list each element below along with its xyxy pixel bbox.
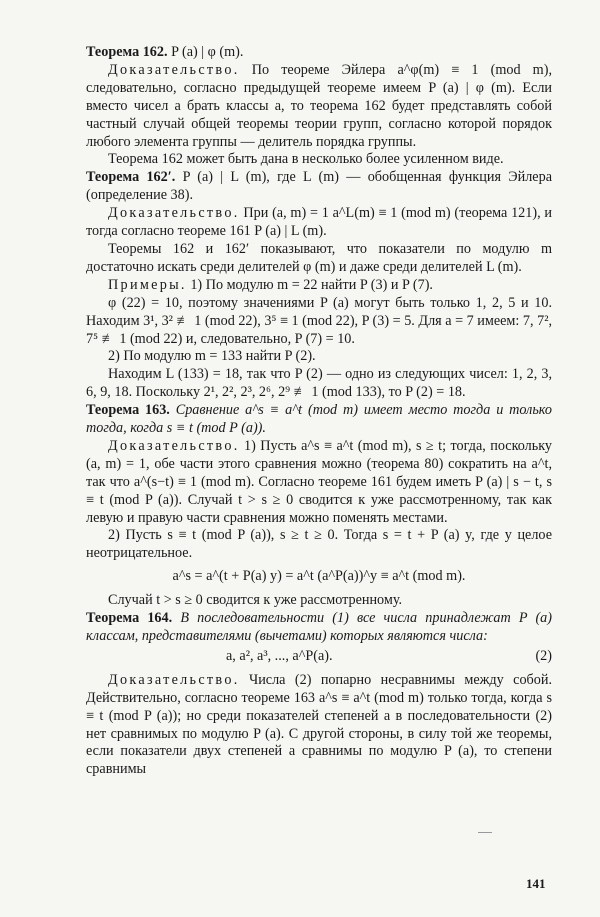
proof-162	[86, 62, 552, 152]
paragraph-text: Находим L (133) = 18, так что P (2) — одно из следующих чисел: 1, 2, 3, 6, 9, 18. Поскольку 2¹, 2², 2³, 2⁶, 2⁹ ≢ 1 (mod 133), то P (2) = 18.	[86, 366, 552, 401]
example-2-statement	[86, 348, 552, 366]
paragraph-text: Числа (2) попарно несравнимы между собой. Действительно, согласно теореме 163 a^s ≡ a^t (mod m) только тогда, когда s ≡ t (mod P (a)); но среди показателей степеней a в последовательности (2) нет сравнимых по модулю P (a). С другой стороны, в силу той же теоремы, если показатели двух степеней a сравнимы по модулю P (a), то степени сравнимы	[86, 671, 552, 778]
proof-label: Доказательство.	[108, 437, 240, 454]
paragraph-text: 2) Пусть s ≡ t (mod P (a)), s ≥ t ≥ 0. Тогда s = t + P (a) y, где y целое неотрицательное.	[86, 527, 552, 562]
example-2-solution	[86, 366, 552, 402]
paragraph-text: В последовательности (1) все числа принадлежат P (a) классам, представителями (вычетами) которых являются числа:	[86, 610, 552, 644]
footer-rule	[478, 832, 492, 833]
paragraph-text: По теореме Эйлера a^φ(m) ≡ 1 (mod m), следовательно, согласно предыдущей теореме имеем P (a) | φ (m). Если вместо чисел a брать классы a, то теорема 162 будет представлять собой частный случай общей теоремы теории групп, согласно которой порядок любого элемента группы — делитель порядка группы.	[86, 61, 552, 150]
theorem-162	[86, 44, 552, 62]
theorem-164	[86, 610, 552, 646]
example-1-solution	[86, 295, 552, 349]
theorem-162-prime	[86, 169, 552, 205]
display-formula: a^s = a^(t + P(a) y) = a^t (a^P(a))^y ≡ a^t (mod m).	[172, 568, 466, 585]
numbered-formula	[86, 648, 552, 666]
paragraph-text: Теорема 162 может быть дана в несколько более усиленном виде.	[108, 151, 504, 168]
remark-paragraph	[86, 151, 552, 169]
examples-label: Примеры.	[108, 276, 187, 293]
theorem-label: Теорема 164.	[86, 610, 173, 627]
paragraph-text: 1) По модулю m = 22 найти P (3) и P (7).	[186, 276, 433, 293]
theorem-label: Теорема 163.	[86, 402, 170, 419]
case-paragraph	[86, 592, 552, 610]
proof-163-part-2	[86, 527, 552, 563]
paragraph-text: При (a, m) = 1 a^L(m) ≡ 1 (mod m) (теорема 121), и тогда согласно теореме 161 P (a) | L (m).	[86, 205, 552, 240]
paragraph-text: 1) Пусть a^s ≡ a^t (mod m), s ≥ t; тогда, поскольку (a, m) = 1, обе части этого сравнения можно (теорема 80) сократить на a^t, так что a^(s−t) ≡ 1 (mod m). Согласно теореме 161 будем иметь P (a) | s − t, s ≡ t (mod P (a)). Случай t > s ≥ 0 сводится к уже рассмотренному, так как левую и правую части сравнения можно поменять местами.	[86, 437, 552, 526]
theorem-163	[86, 402, 552, 438]
examples-heading	[86, 277, 552, 295]
proof-label: Доказательство.	[108, 205, 240, 222]
proof-162-prime	[86, 205, 552, 241]
proof-label: Доказательство.	[108, 671, 240, 688]
page-body	[86, 44, 552, 779]
paragraph-text: Теоремы 162 и 162′ показывают, что показатели по модулю m достаточно искать среди делителей φ (m) и даже среди делителей L (m).	[86, 240, 552, 275]
divisor-paragraph	[86, 241, 552, 277]
proof-163-part-1	[86, 438, 552, 528]
theorem-label: Теорема 162′.	[86, 169, 176, 186]
paragraph-text: φ (22) = 10, поэтому значениями P (a) могут быть только 1, 2, 5 и 10. Находим 3¹, 3² ≢ 1 (mod 22), 3⁵ ≡ 1 (mod 22), P (3) = 5. Для a = 7 имеем: 7, 7², 7⁵ ≢ 1 (mod 22) и, следовательно, P (7) = 10.	[86, 294, 552, 347]
paragraph-text: Сравнение a^s ≡ a^t (mod m) имеет место тогда и только тогда, когда s ≡ t (mod P (a)).	[86, 402, 552, 437]
paragraph-text: 2) По модулю m = 133 найти P (2).	[108, 348, 316, 365]
equation-number: (2)	[535, 647, 552, 664]
theorem-label: Теорема 162.	[86, 44, 168, 60]
page-number: 141	[526, 876, 546, 891]
paragraph-text: P (a) | φ (m).	[167, 44, 244, 60]
formula-body: a, a², a³, ..., a^P(a).	[226, 647, 333, 664]
proof-label: Доказательство.	[108, 61, 240, 78]
proof-164	[86, 672, 552, 779]
paragraph-text: P (a) | L (m), где L (m) — обобщенная функция Эйлера (определение 38).	[86, 169, 552, 204]
paragraph-text: Случай t > s ≥ 0 сводится к уже рассмотренному.	[108, 592, 403, 609]
